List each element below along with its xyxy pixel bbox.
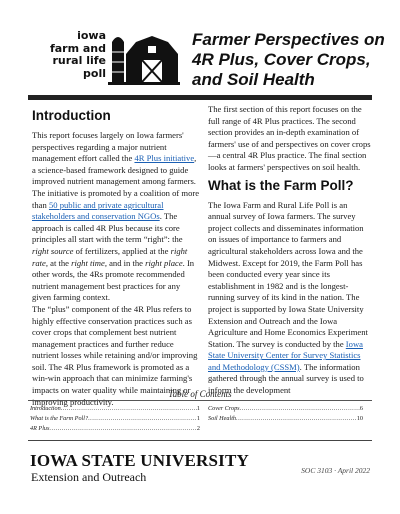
footer-rule — [28, 440, 372, 441]
toc-entry[interactable] — [30, 414, 200, 424]
text: , and in the — [104, 257, 146, 268]
text: . The approach is called 4R Plus because its core principles all start with the term “right”: the — [32, 211, 183, 245]
report-overview-paragraph: The first section of this report focuses on the full range of 4R Plus practices. The second section provides an in-depth examination of farmers' use of and perspectives on cover crops—a central 4R Plus practice. The final section looks at farmers' perspectives on soil health. — [208, 104, 371, 172]
right-column — [208, 104, 372, 397]
toc-entry[interactable] — [30, 424, 200, 434]
text: This report focuses largely on Iowa farmers' perspectives regarding a major nutrient management effort called the — [32, 130, 184, 164]
toc-label: Cover Crops — [208, 405, 240, 412]
toc-leader — [240, 404, 360, 414]
link-4r-plus-initiative[interactable]: 4R Plus initiative — [134, 153, 195, 164]
university-wordmark: IOWA STATE UNIVERSITY — [30, 451, 249, 470]
extension-wordmark: Extension and Outreach — [31, 470, 147, 484]
introduction-paragraph-2: The “plus” component of the 4R Plus refers to highly effective conservation practices such as cover crops that complement best nutrient management practices and further reduce nutrient losses while retaining and/or improving soil. The 4R Plus framework is promoted as a win-win approach that can minimize farming's impacts on water quality while maintaining or improving productivity. — [32, 303, 198, 407]
introduction-paragraph-1 — [32, 130, 200, 304]
text: . In other words, the 4Rs promote recommended nutrient management best practices for any given farming context. — [32, 257, 195, 303]
toc-entry[interactable] — [30, 404, 200, 414]
toc-left — [30, 404, 200, 434]
toc-title: Table of Contents — [168, 389, 232, 399]
toc-label: Introduction — [30, 405, 61, 412]
toc-leader — [88, 414, 197, 424]
toc-entry[interactable] — [208, 414, 363, 424]
farm-poll-logo — [28, 30, 178, 86]
toc-leader — [49, 424, 196, 434]
toc-label: Soil Health — [208, 415, 237, 422]
text: . The information gathered through the annual survey is used to inform the development — [208, 361, 364, 396]
toc-page: 1 — [196, 415, 200, 422]
toc-entry[interactable] — [208, 404, 363, 414]
logo-line-1: iowa — [77, 29, 106, 42]
toc-page: 6 — [359, 405, 363, 412]
toc-right — [208, 404, 363, 424]
toc-page: 1 — [196, 405, 200, 412]
introduction-heading: Introduction — [32, 108, 111, 123]
text: of fertilizers, applied at the — [73, 245, 171, 256]
toc-page: 2 — [196, 425, 200, 432]
toc-label: 4R Plus — [30, 425, 50, 432]
toc-page: 10 — [356, 415, 363, 422]
logo-line-4: poll — [83, 66, 106, 80]
farm-poll-paragraph — [208, 200, 372, 397]
emphasis: right place — [145, 257, 183, 268]
publication-number: SOC 3103 · April 2022 — [301, 466, 370, 475]
toc-leader — [236, 414, 357, 424]
emphasis: right source — [32, 245, 74, 256]
emphasis: right time — [71, 257, 105, 268]
left-column — [32, 104, 200, 408]
logo-line-2: farm and — [49, 41, 106, 55]
toc-leader — [61, 404, 197, 414]
report-title: Farmer Perspectives on 4R Plus, Cover Crops, and Soil Health — [192, 30, 385, 89]
text: The Iowa Farm and Rural Life Poll is an annual survey of Iowa farmers. The survey project collects and disseminates information on issues of importance to farmers and agricultural stakeholders across Iowa and the Midwest. Except for 2019, the Farm Poll has been conducted every year since its establishment in 1982 and is the longest-running survey of its kind in the nation. The project is supported by Iowa State University Extension and Outreach and the Iowa Agriculture and Home Economics Experiment Station. The survey is conducted by the — [208, 199, 368, 349]
logo-line-3: rural life — [52, 54, 106, 67]
barn-silo-logo-icon — [108, 30, 180, 86]
toc-rule — [28, 400, 372, 401]
text: , at the — [45, 257, 72, 268]
farm-poll-heading: What is the Farm Poll? — [208, 177, 354, 193]
text: , a science-based framework designed to guide improved nutrient management among farmers. The initiative is promoted by a coalition of more than — [32, 153, 200, 210]
link-cssm[interactable]: Iowa State University Center for Survey Statistics and Methodology (CSSM) — [208, 338, 363, 372]
link-stakeholders[interactable]: 50 public and private agricultural stakeholders and conservation NGOs — [32, 199, 164, 222]
header-rule — [28, 95, 372, 100]
logo-text — [28, 30, 106, 80]
toc-label: What is the Farm Poll? — [30, 415, 89, 422]
emphasis: right rate — [32, 245, 188, 268]
